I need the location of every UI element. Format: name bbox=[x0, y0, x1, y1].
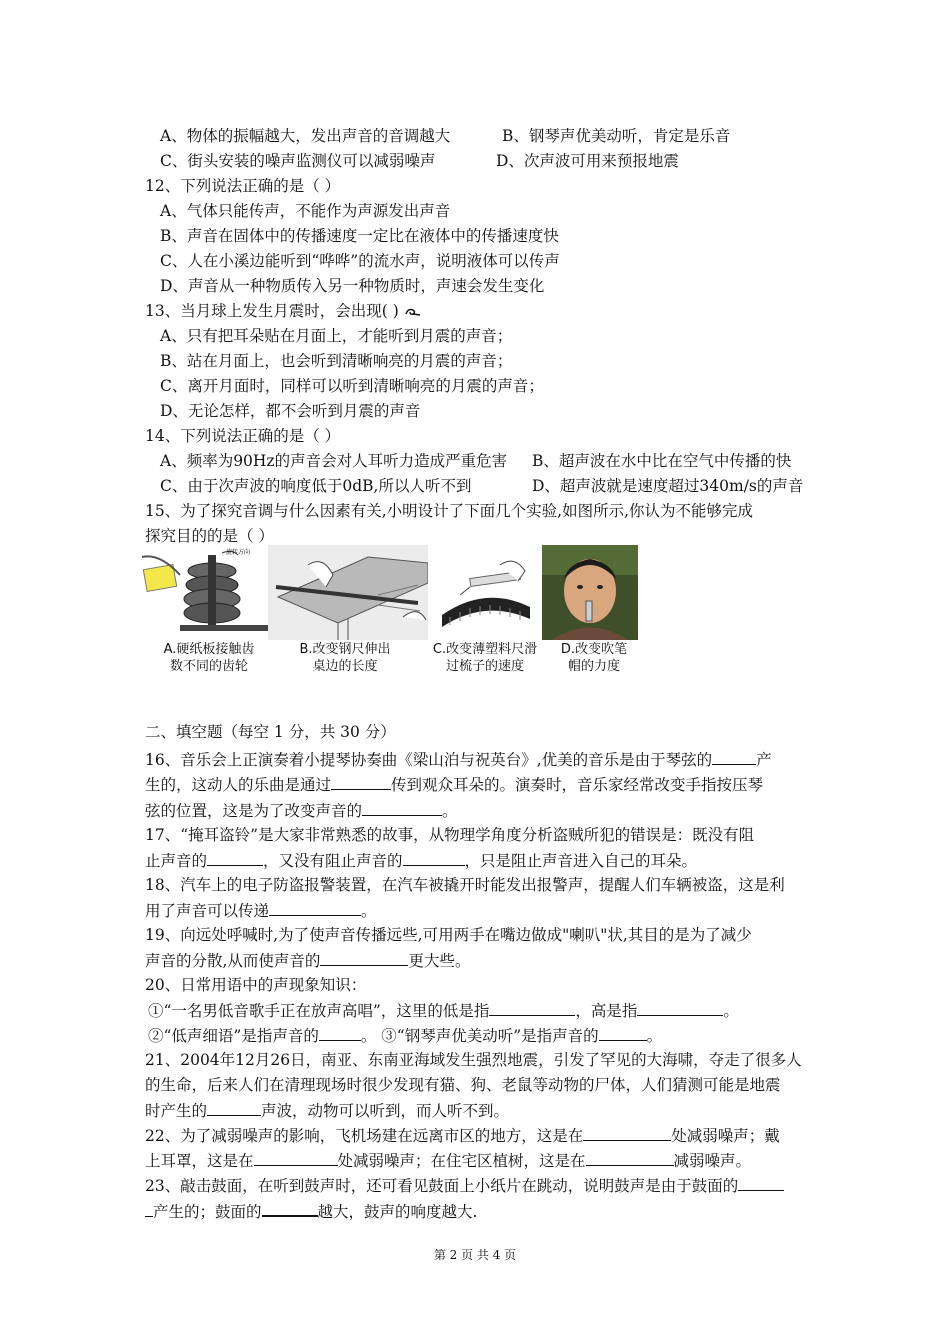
figure-b-ruler-illustration bbox=[268, 545, 428, 640]
figure-b-caption bbox=[280, 641, 410, 675]
q17-blank-1[interactable] bbox=[207, 850, 263, 866]
q16-text-6: 。 bbox=[442, 802, 458, 820]
q16-line-3 bbox=[145, 800, 458, 821]
q12-stem: 12、下列说法正确的是（ ） bbox=[145, 177, 341, 195]
q21-blank-1[interactable] bbox=[207, 1100, 261, 1116]
figure-a-caption bbox=[144, 641, 274, 675]
q17-text-3: ，只是阻止声音进入自己的耳朵。 bbox=[464, 852, 698, 870]
figure-b-caption-line-1: B.改变钢尺伸出 bbox=[299, 642, 391, 657]
section-2-title: 二、填空题（每空 1 分，共 30 分） bbox=[145, 723, 396, 741]
q22-text-4: 处减弱噪声；在住宅区植树，这是在 bbox=[337, 1152, 586, 1170]
q21-line-3 bbox=[145, 1100, 509, 1121]
q16-text-4: 传到观众耳朵的。演奏时，音乐家经常改变手指按压琴 bbox=[391, 776, 764, 794]
q15-stem-line-2: 探究目的的是（ ） bbox=[145, 527, 274, 545]
figure-a-caption-line-1: A.硬纸板接触齿 bbox=[163, 642, 255, 657]
q13-stem: 13、当月球上发生月震时，会出现( ) bbox=[145, 302, 399, 320]
q20-text-3: 。 bbox=[723, 1002, 739, 1020]
q11-option-c: C、街头安装的噪声监测仪可以减弱噪声 bbox=[160, 152, 436, 170]
q19-line-1: 19、向远处呼喊时,为了使声音传播远些,可用两手在嘴边做成"喇叭"状,其目的是为了减少 bbox=[145, 926, 752, 944]
figure-d-child-photo bbox=[542, 545, 638, 640]
q20-text-4: ②“低声细语”是指声音的 bbox=[148, 1027, 319, 1045]
q17-blank-2[interactable] bbox=[403, 850, 465, 866]
q20-line-1 bbox=[148, 1000, 739, 1021]
q20-blank-3[interactable] bbox=[319, 1025, 361, 1041]
q17-line-2 bbox=[145, 850, 697, 871]
q16-line-2 bbox=[145, 774, 763, 795]
q20-stem: 20、日常用语中的声现象知识： bbox=[145, 976, 367, 994]
q23-text-1: 23、敲击鼓面，在听到鼓声时，还可看见鼓面上小纸片在跳动，说明鼓声是由于鼓面的 bbox=[145, 1177, 739, 1195]
q17-text-2: ，又没有阻止声音的 bbox=[263, 852, 403, 870]
q20-blank-1[interactable] bbox=[489, 1000, 575, 1016]
q18-line-1: 18、汽车上的电子防盗报警装置，在汽车被撬开时能发出报警声，提醒人们车辆被盗，这是利 bbox=[145, 876, 785, 894]
q23-line-1 bbox=[145, 1175, 784, 1196]
q21-line-1: 21、2004年12月26日，南亚、东南亚海域发生强烈地震，引发了罕见的大海啸，夺走了很多人 bbox=[145, 1051, 802, 1069]
q21-text-2: 声波，动物可以听到，而人听不到。 bbox=[261, 1102, 510, 1120]
q21-line-2: 的生命，后来人们在清理现场时很少发现有猫、狗、老鼠等动物的尸体，人们猜测可能是地震 bbox=[145, 1076, 781, 1094]
q23-blank-1[interactable] bbox=[738, 1175, 784, 1191]
q23-text-3: 越大，鼓声的响度越大. bbox=[317, 1203, 478, 1221]
q14-stem: 14、下列说法正确的是（ ） bbox=[145, 427, 341, 445]
q16-text-5: 弦的位置，这是为了改变声音的 bbox=[145, 802, 363, 820]
q13-option-d: D、无论怎样，都不会听到月震的声音 bbox=[160, 402, 421, 420]
figure-c-comb-illustration bbox=[430, 545, 540, 640]
q22-text-1: 22、为了减弱噪声的影响，飞机场建在远离市区的地方，这是在 bbox=[145, 1127, 584, 1145]
q15-stem-line-1: 15、为了探究音调与什么因素有关,小明设计了下面几个实验,如图所示,你认为不能够完成 bbox=[145, 502, 754, 520]
q14-option-row-2 bbox=[160, 476, 804, 496]
q16-text-2: 产 bbox=[756, 751, 772, 769]
q13-option-a: A、只有把耳朵贴在月面上，才能听到月震的声音； bbox=[160, 327, 513, 345]
q11-option-b: B、钢琴声优美动听，肯定是乐音 bbox=[502, 127, 731, 145]
q23-text-2: 产生的；鼓面的 bbox=[153, 1203, 262, 1221]
page-footer: 第 2 页 共 4 页 bbox=[433, 1248, 517, 1262]
snail-symbol-icon bbox=[404, 306, 422, 318]
q14-option-d: D、超声波就是速度超过340m/s的声音 bbox=[532, 477, 804, 495]
q19-line-2 bbox=[145, 950, 470, 971]
q12-option-b: B、声音在固体中的传播速度一定比在液体中的传播速度快 bbox=[160, 227, 559, 245]
q16-blank-3[interactable] bbox=[362, 800, 442, 816]
figure-c-caption-line-2: 过梳子的速度 bbox=[445, 659, 524, 674]
q16-line-1 bbox=[145, 749, 772, 770]
q12-option-c: C、人在小溪边能听到“哗哗”的流水声，说明液体可以传声 bbox=[160, 252, 560, 270]
figure-c-caption-line-1: C.改变薄塑料尺滑 bbox=[432, 642, 538, 657]
q22-text-3: 上耳罩，这是在 bbox=[145, 1152, 254, 1170]
q11-option-a: A、物体的振幅越大，发出声音的音调越大 bbox=[160, 127, 451, 145]
q21-text-1: 时产生的 bbox=[145, 1102, 208, 1120]
q18-text-1: 用了声音可以传递 bbox=[145, 902, 270, 920]
q14-option-row-1 bbox=[160, 451, 792, 471]
figure-a-gears-illustration bbox=[140, 545, 270, 640]
q22-text-2: 处减弱噪声；戴 bbox=[671, 1127, 780, 1145]
q12-option-d: D、声音从一种物质传入另一种物质时，声速会发生变化 bbox=[160, 277, 545, 295]
q20-blank-4[interactable] bbox=[599, 1025, 647, 1041]
q19-blank-1[interactable] bbox=[320, 950, 408, 966]
q20-text-1: ①“一名男低音歌手正在放声高唱”，这里的低是指 bbox=[148, 1002, 490, 1020]
q18-text-2: 。 bbox=[361, 902, 377, 920]
q16-blank-1[interactable] bbox=[712, 749, 756, 765]
q17-line-1: 17、“掩耳盗铃”是大家非常熟悉的故事，从物理学角度分析盗贼所犯的错误是：既没有阻 bbox=[145, 826, 755, 844]
q11-option-row-2 bbox=[160, 151, 679, 171]
q16-blank-2[interactable] bbox=[331, 774, 391, 790]
q23-line-2 bbox=[145, 1200, 477, 1222]
q13-stem-row bbox=[145, 301, 422, 321]
figure-c-caption bbox=[420, 641, 550, 675]
q16-text-1: 16、音乐会上正演奏着小提琴协奏曲《梁山泊与祝英台》,优美的音乐是由于琴弦的 bbox=[145, 751, 713, 769]
figure-a-caption-line-2: 数不同的齿轮 bbox=[169, 659, 248, 674]
q22-blank-3[interactable] bbox=[586, 1150, 674, 1166]
figure-d-caption-line-2: 帽的力度 bbox=[567, 659, 620, 674]
q14-option-b: B、超声波在水中比在空气中传播的快 bbox=[532, 452, 792, 470]
q23-blank-1-cont[interactable] bbox=[145, 1201, 153, 1217]
q22-line-2 bbox=[145, 1150, 751, 1171]
q20-line-2 bbox=[148, 1025, 662, 1046]
q12-option-a: A、气体只能传声，不能作为声源发出声音 bbox=[160, 202, 451, 220]
q13-option-c: C、离开月面时，同样可以听到清晰响亮的月震的声音； bbox=[160, 377, 544, 395]
rotation-direction-label: 旋转方向 bbox=[226, 549, 251, 556]
figure-d-caption bbox=[548, 641, 640, 675]
q22-line-1 bbox=[145, 1125, 780, 1146]
q17-text-1: 止声音的 bbox=[145, 852, 208, 870]
q20-text-5: 。 ③“钢琴声优美动听”是指声音的 bbox=[360, 1027, 599, 1045]
figure-d-caption-line-1: D.改变吹笔 bbox=[560, 642, 628, 657]
q20-text-2: ，高是指 bbox=[575, 1002, 638, 1020]
q11-option-d: D、次声波可用来预报地震 bbox=[496, 152, 679, 170]
q19-text-2: 更大些。 bbox=[408, 952, 471, 970]
q18-line-2 bbox=[145, 900, 377, 921]
q14-option-c: C、由于次声波的响度低于0dB,所以人听不到 bbox=[160, 477, 472, 495]
q22-text-5: 减弱噪声。 bbox=[673, 1152, 752, 1170]
q15-figure bbox=[140, 545, 640, 680]
q16-text-3: 生的，这动人的乐曲是通过 bbox=[145, 776, 332, 794]
q22-blank-2[interactable] bbox=[254, 1150, 338, 1166]
q22-blank-1[interactable] bbox=[583, 1125, 671, 1141]
q18-blank-1[interactable] bbox=[269, 900, 361, 916]
q19-text-1: 声音的分散,从而使声音的 bbox=[145, 952, 321, 970]
q20-blank-2[interactable] bbox=[637, 1000, 723, 1016]
q11-option-row-1 bbox=[160, 126, 731, 146]
q13-option-b: B、站在月面上，也会听到清晰响亮的月震的声音； bbox=[160, 352, 513, 370]
q20-text-6: 。 bbox=[646, 1027, 663, 1045]
figure-b-caption-line-2: 桌边的长度 bbox=[312, 659, 378, 674]
q14-option-a: A、频率为90Hz的声音会对人耳听力造成严重危害 bbox=[160, 452, 508, 470]
q23-blank-2[interactable] bbox=[262, 1200, 318, 1217]
